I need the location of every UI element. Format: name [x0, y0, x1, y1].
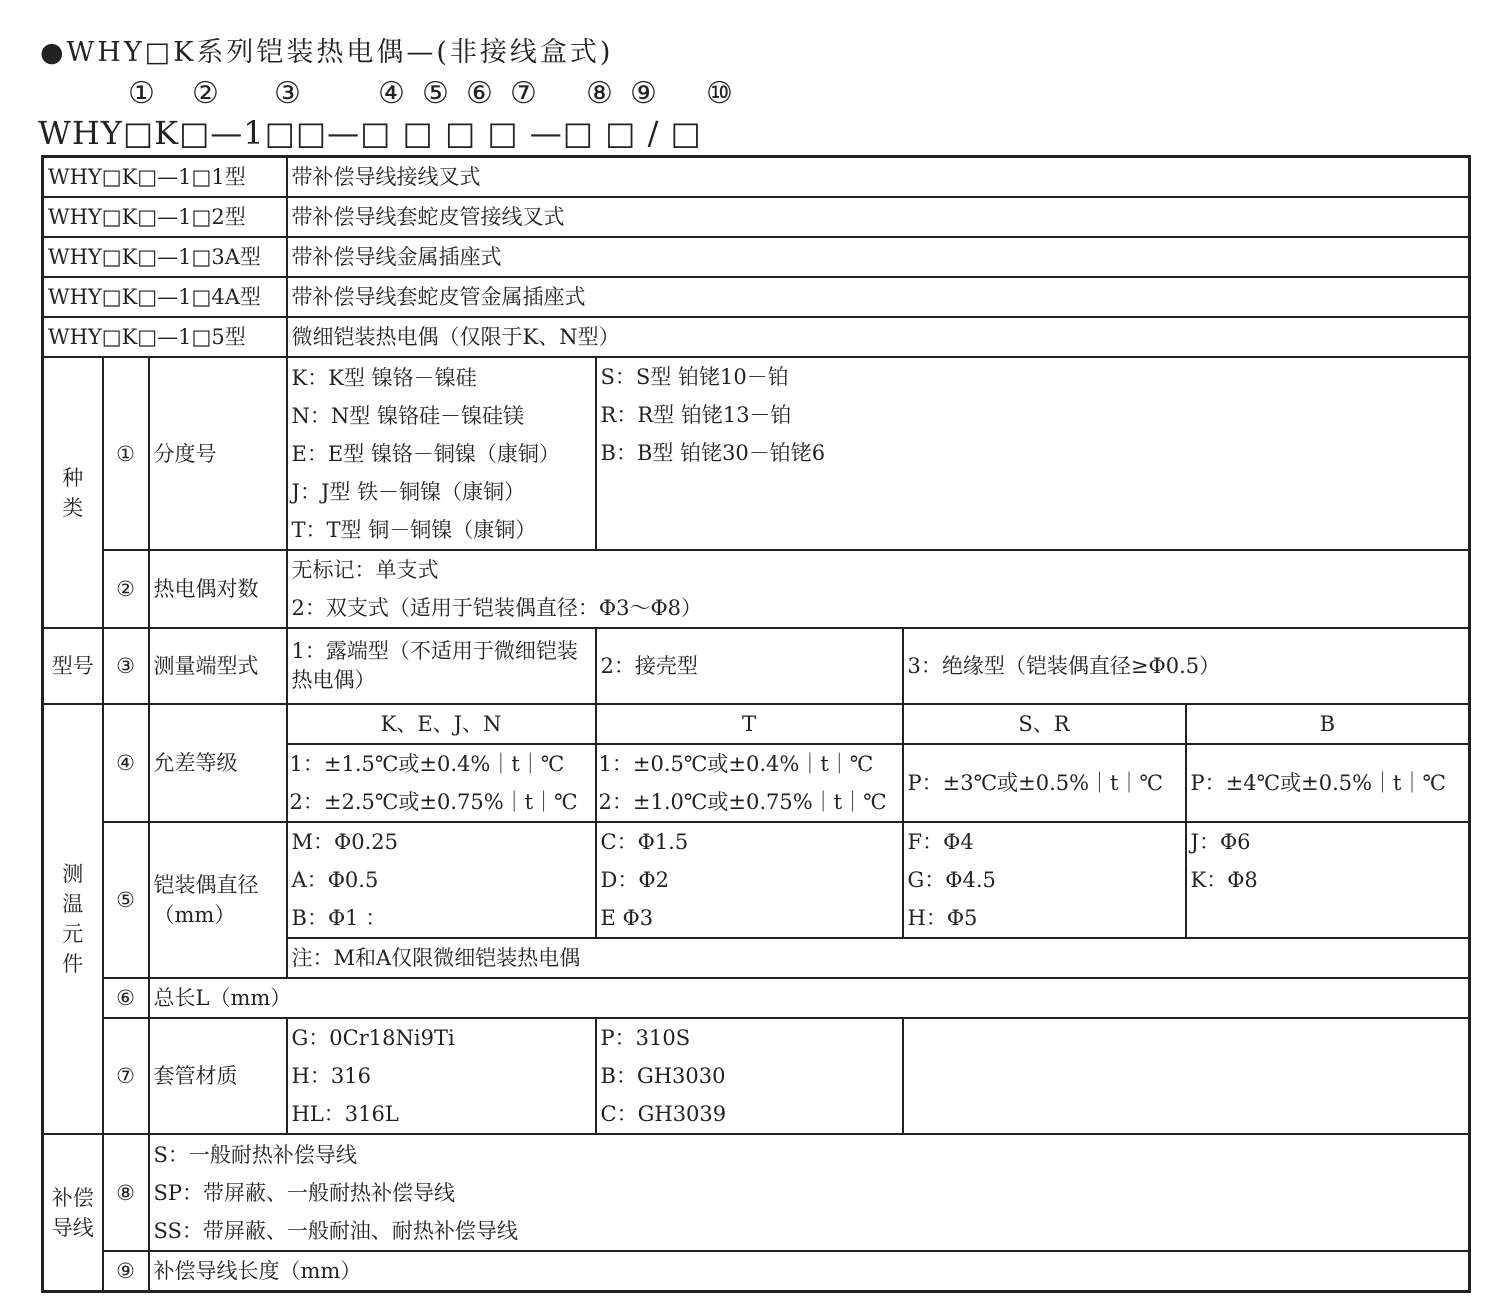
position-number: ⑨ [630, 76, 657, 111]
row-number: ⑤ [103, 822, 149, 978]
group-element: 测温元件 [43, 704, 103, 1134]
col-header: T [596, 704, 903, 744]
junction-grounded: 2：接壳型 [596, 628, 903, 704]
row-number: ⑨ [103, 1251, 149, 1292]
col-header: B [1186, 704, 1470, 744]
row-number: ④ [103, 704, 149, 822]
diameter-col2: C：Φ1.5 D：Φ2 E Φ3 [596, 822, 903, 938]
diameter-note: 注：M和A仅限微细铠装热电偶 [287, 938, 1470, 978]
spec-table [41, 155, 1471, 1293]
model-row [43, 317, 1470, 357]
col-header: K、E、J、N [287, 704, 596, 744]
row-number: ① [103, 357, 149, 550]
model-name: WHY□K□—1□1型 [43, 157, 287, 198]
row-label: 总长L（mm） [149, 978, 1470, 1018]
model-name: WHY□K□—1□2型 [43, 197, 287, 237]
model-row [43, 197, 1470, 237]
diameter-col4: J：Φ6 K：Φ8 [1186, 822, 1470, 938]
row-label: 热电偶对数 [149, 550, 287, 628]
model-name: WHY□K□—1□4A型 [43, 277, 287, 317]
model-row [43, 237, 1470, 277]
row-number: ⑥ [103, 978, 149, 1018]
row-number: ③ [103, 628, 149, 704]
position-number: ② [192, 76, 219, 111]
tolerance-b: P：±4℃或±0.5%｜t｜℃ [1186, 744, 1470, 822]
model-desc: 带补偿导线套蛇皮管金属插座式 [287, 277, 1470, 317]
sheath-empty [903, 1018, 1470, 1134]
model-row [43, 157, 1470, 198]
row-label: 测量端型式 [149, 628, 287, 704]
position-number: ① [128, 76, 155, 111]
position-numbers [128, 76, 828, 116]
row-label: 套管材质 [149, 1018, 287, 1134]
row-number: ② [103, 550, 149, 628]
sheath-col1: G：0Cr18Ni9Ti H：316 HL：316L [287, 1018, 596, 1134]
row-number: ⑧ [103, 1134, 149, 1251]
model-desc: 带补偿导线金属插座式 [287, 237, 1470, 277]
group-model: 型号 [43, 628, 103, 704]
junction-insulated: 3：绝缘型（铠装偶直径≥Φ0.5） [903, 628, 1470, 704]
sheath-col2: P：310S B：GH3030 C：GH3039 [596, 1018, 903, 1134]
group-type: 种类 [43, 357, 103, 628]
tolerance-sr: P：±3℃或±0.5%｜t｜℃ [903, 744, 1186, 822]
position-number: ⑤ [422, 76, 449, 111]
model-name: WHY□K□—1□3A型 [43, 237, 287, 277]
model-desc: 带补偿导线套蛇皮管接线叉式 [287, 197, 1470, 237]
graduation-right: S：S型 铂铑10－铂 R：R型 铂铑13－铂 B：B型 铂铑30－铂铑6 [596, 357, 1470, 550]
group-wire: 补偿导线 [43, 1134, 103, 1292]
tolerance-kejn: 1：±1.5℃或±0.4%｜t｜℃ 2：±2.5℃或±0.75%｜t｜℃ [287, 744, 596, 822]
position-number: ⑦ [510, 76, 537, 111]
position-number: ③ [274, 76, 301, 111]
col-header: S、R [903, 704, 1186, 744]
model-name: WHY□K□—1□5型 [43, 317, 287, 357]
row-label: 允差等级 [149, 704, 287, 822]
pair-count: 无标记：单支式 2：双支式（适用于铠装偶直径：Φ3～Φ8） [287, 550, 1470, 628]
model-desc: 带补偿导线接线叉式 [287, 157, 1470, 198]
wire-types: S：一般耐热补偿导线 SP：带屏蔽、一般耐热补偿导线 SS：带屏蔽、一般耐油、耐热补偿导线 [149, 1134, 1470, 1251]
page-title: ●WHY□K系列铠装热电偶—(非接线盒式) [40, 37, 614, 68]
junction-exposed: 1：露端型（不适用于微细铠装热电偶） [287, 628, 596, 704]
position-number: ⑧ [586, 76, 613, 111]
row-number: ⑦ [103, 1018, 149, 1134]
model-desc: 微细铠装热电偶（仅限于K、N型） [287, 317, 1470, 357]
graduation-left: K：K型 镍铬－镍硅 N：N型 镍铬硅－镍硅镁 E：E型 镍铬－铜镍（康铜） J：J型 铁－铜镍（康铜） T：T型 铜－铜镍（康铜） [287, 357, 596, 550]
diameter-col1: M：Φ0.25 A：Φ0.5 B：Φ1 ： [287, 822, 596, 938]
row-label: 分度号 [149, 357, 287, 550]
position-number: ④ [378, 76, 405, 111]
tolerance-t: 1：±0.5℃或±0.4%｜t｜℃ 2：±1.0℃或±0.75%｜t｜℃ [596, 744, 903, 822]
position-number: ⑩ [706, 76, 733, 111]
diameter-col3: F：Φ4 G：Φ4.5 H：Φ5 [903, 822, 1186, 938]
row-label: 补偿导线长度（mm） [149, 1251, 1470, 1292]
position-number: ⑥ [466, 76, 493, 111]
row-label: 铠装偶直径（mm） [149, 822, 287, 978]
model-row [43, 277, 1470, 317]
model-code: WHY□K□—1□□—□ □ □ □ —□ □ / □ [38, 114, 702, 152]
